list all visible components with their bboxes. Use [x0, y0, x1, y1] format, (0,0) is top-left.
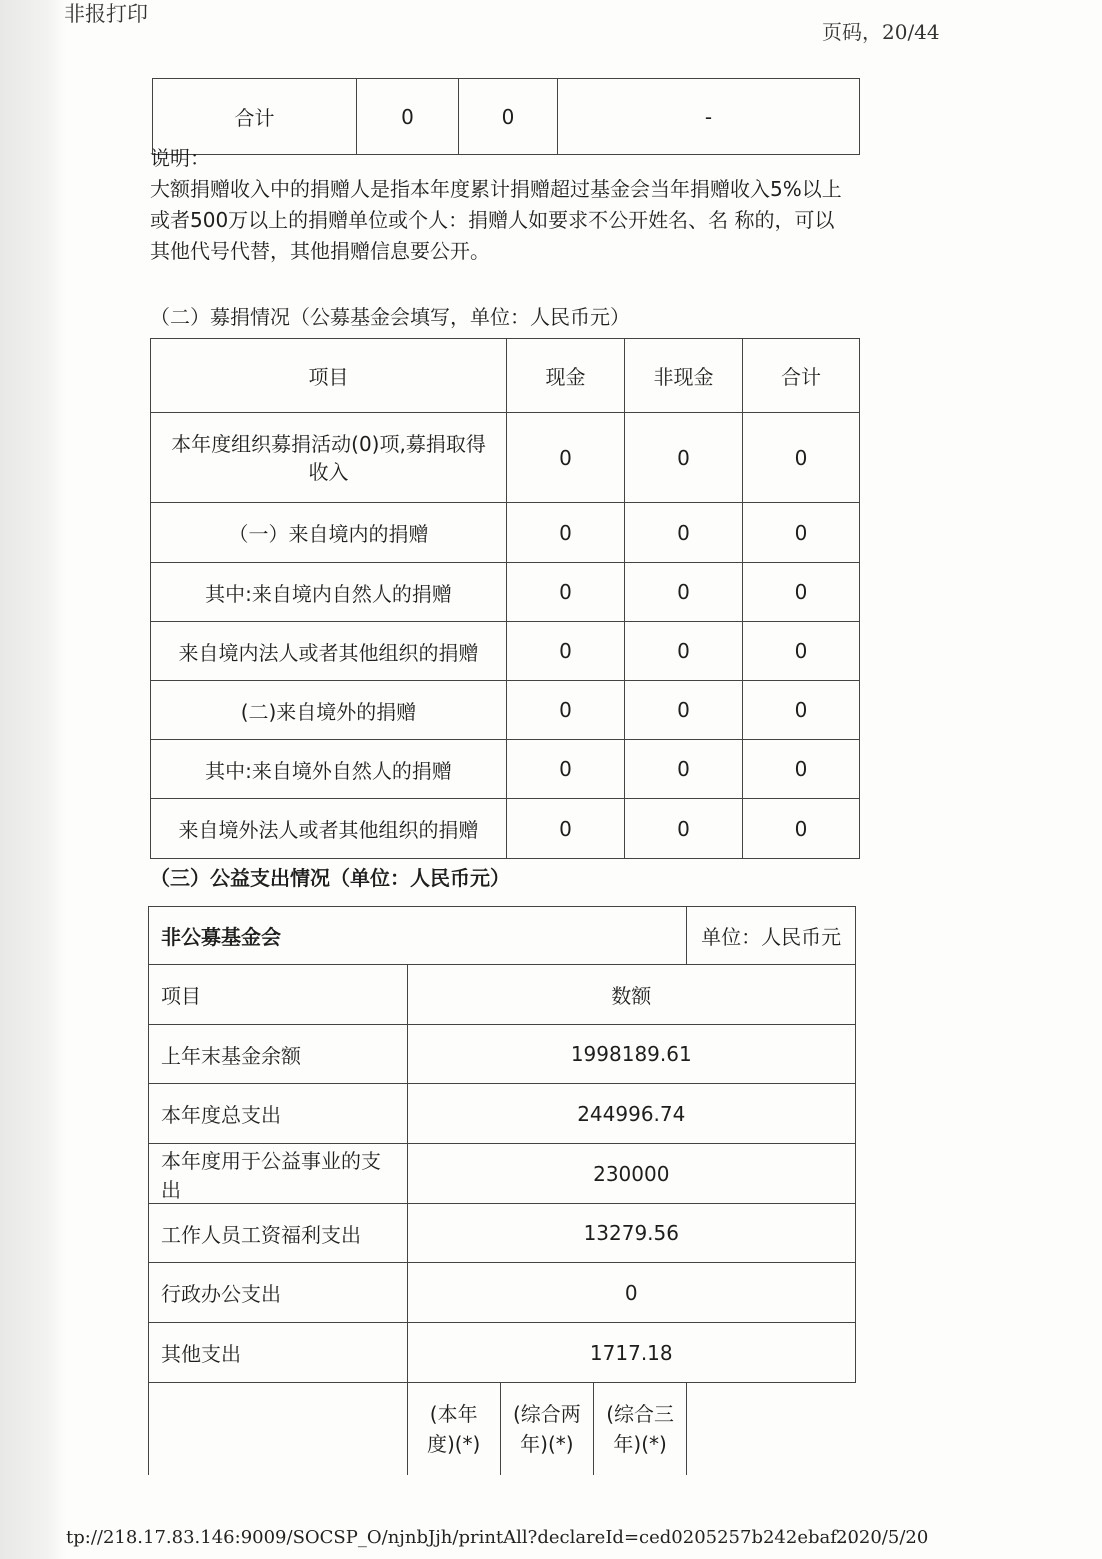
cell-value: 0	[507, 622, 625, 681]
header-cell: 非现金	[625, 339, 743, 413]
empty-cell	[149, 1383, 408, 1475]
cell-value: 0	[625, 413, 743, 503]
empty-cell	[687, 1383, 856, 1475]
cell-value: 0	[625, 563, 743, 622]
row-label: （一）来自境内的捐赠	[151, 503, 507, 563]
cell-value: 0	[743, 413, 860, 503]
table-row	[151, 413, 860, 503]
cell-value: 0	[507, 681, 625, 740]
col-amount-header: 数额	[407, 965, 855, 1025]
row-value: 13279.56	[407, 1204, 855, 1263]
cell-value: 0	[507, 503, 625, 563]
row-label: 行政办公支出	[149, 1263, 408, 1323]
header-cell: 现金	[507, 339, 625, 413]
row-label: 本年度组织募捐活动(0)项,募捐取得收入	[151, 413, 507, 503]
table-row	[149, 1263, 856, 1323]
table-row	[151, 681, 860, 740]
row-label: 来自境外法人或者其他组织的捐赠	[151, 799, 507, 859]
table-row	[149, 1323, 856, 1383]
notes-line: 或者500万以上的捐赠单位或个人：捐赠人如要求不公开姓名、名 称的，可以	[150, 208, 835, 232]
footer-date: 2020/5/20	[836, 1527, 929, 1548]
row-label: 其他支出	[149, 1323, 408, 1383]
table-row	[149, 1204, 856, 1263]
cell-value: 0	[625, 740, 743, 799]
notes-line: 其他代号代替，其他捐赠信息要公开。	[150, 239, 490, 263]
cell-value: 0	[743, 503, 860, 563]
print-header: 非报打印	[64, 2, 148, 26]
row-label: 来自境内法人或者其他组织的捐赠	[151, 622, 507, 681]
sub-header: (综合两年)(*)	[500, 1383, 593, 1475]
cell-value: 0	[743, 799, 860, 859]
cell-value: 0	[625, 681, 743, 740]
table-header-row	[149, 907, 856, 965]
row-value: 244996.74	[407, 1084, 855, 1144]
cell-value: 0	[743, 740, 860, 799]
row-label: (二)来自境外的捐赠	[151, 681, 507, 740]
row-label: 其中:来自境外自然人的捐赠	[151, 740, 507, 799]
table-header-row	[151, 339, 860, 413]
table-header-row	[149, 965, 856, 1025]
org-type: 非公募基金会	[161, 925, 281, 949]
notes-title: 说明：	[150, 146, 210, 170]
table-row	[151, 503, 860, 563]
scan-edge-shadow	[0, 0, 66, 1559]
unit-cell: 单位：人民币元	[687, 907, 856, 965]
total-value: -	[558, 79, 860, 155]
total-label: 合计	[153, 79, 357, 155]
expenditure-table	[148, 906, 856, 1475]
table-row	[149, 1025, 856, 1084]
total-value: 0	[357, 79, 459, 155]
org-type-cell	[149, 907, 687, 965]
sub-header: (本年度)(*)	[407, 1383, 500, 1475]
cell-value: 0	[743, 563, 860, 622]
row-label: 本年度用于公益事业的支出	[149, 1144, 408, 1204]
table-row	[149, 1084, 856, 1144]
row-label: 其中:来自境内自然人的捐赠	[151, 563, 507, 622]
fundraising-table	[150, 338, 860, 859]
section-title-expenditure: （三）公益支出情况（单位：人民币元）	[150, 866, 510, 890]
row-label: 上年末基金余额	[149, 1025, 408, 1084]
cell-value: 0	[625, 622, 743, 681]
cell-value: 0	[507, 799, 625, 859]
cell-value: 0	[507, 413, 625, 503]
cell-value: 0	[743, 681, 860, 740]
cell-value: 0	[507, 740, 625, 799]
row-value: 1717.18	[407, 1323, 855, 1383]
total-table	[152, 78, 860, 155]
table-row	[151, 622, 860, 681]
cell-value: 0	[507, 563, 625, 622]
table-row	[149, 1383, 856, 1475]
header-cell: 项目	[151, 339, 507, 413]
page-number: 页码，20/44	[822, 20, 940, 44]
notes-line: 大额捐赠收入中的捐赠人是指本年度累计捐赠超过基金会当年捐赠收入5%以上	[150, 177, 842, 201]
header-cell: 合计	[743, 339, 860, 413]
sub-header: (综合三年)(*)	[594, 1383, 687, 1475]
row-label: 工作人员工资福利支出	[149, 1204, 408, 1263]
row-value: 1998189.61	[407, 1025, 855, 1084]
cell-value: 0	[625, 799, 743, 859]
col-item-header: 项目	[149, 965, 408, 1025]
table-row	[149, 1144, 856, 1204]
footer-url: tp://218.17.83.146:9009/SOCSP_O/njnbJjh/printAll?declareId=ced0205257b242ebaf...	[66, 1527, 854, 1548]
table-row	[151, 563, 860, 622]
total-value: 0	[459, 79, 558, 155]
row-value: 0	[407, 1263, 855, 1323]
cell-value: 0	[743, 622, 860, 681]
section-title-fundraising: （二）募捐情况（公募基金会填写，单位：人民币元）	[150, 305, 630, 329]
table-row	[151, 799, 860, 859]
cell-value: 0	[625, 503, 743, 563]
table-row	[151, 740, 860, 799]
row-value: 230000	[407, 1144, 855, 1204]
row-label: 本年度总支出	[149, 1084, 408, 1144]
